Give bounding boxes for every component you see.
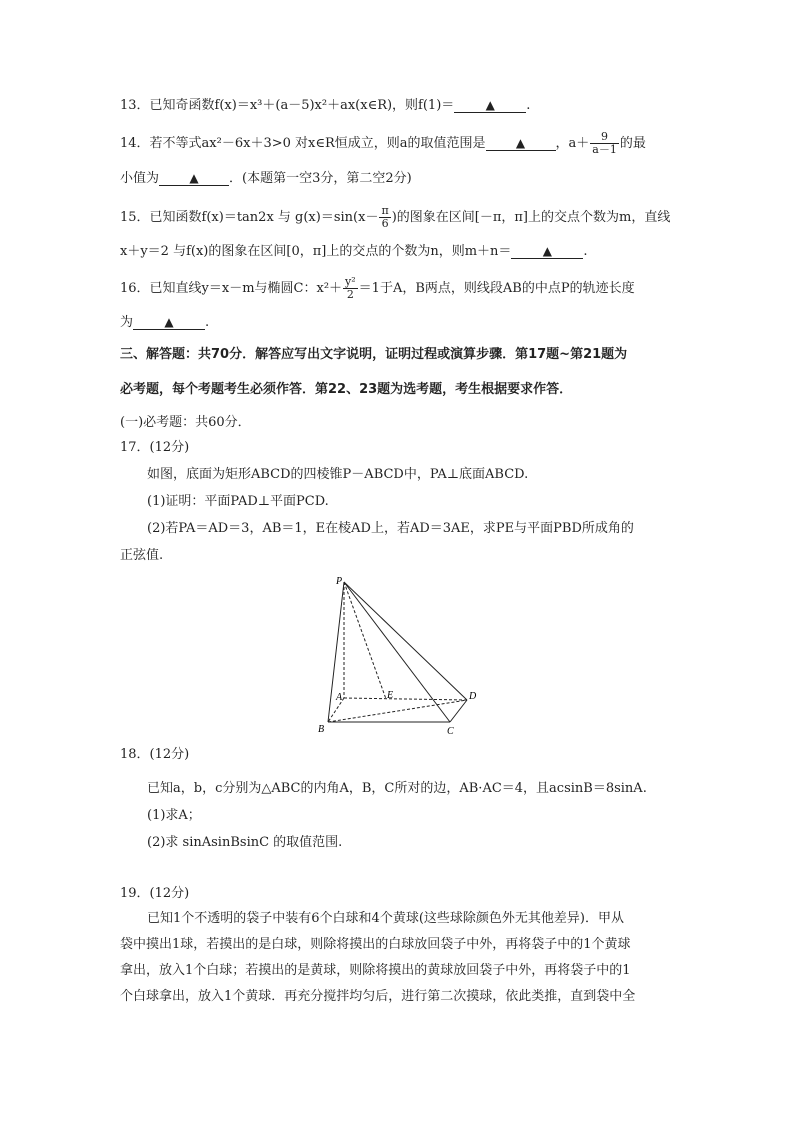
label-P: P xyxy=(336,576,343,587)
question-19-text-4: 个白球拿出，放入1个黄球．再充分搅拌均匀后，进行第二次摸球，依此类推，直到袋中全 xyxy=(120,989,636,1004)
edge-CD xyxy=(450,700,467,722)
edge-PE xyxy=(344,582,386,699)
section-3-heading-line2: 必考题，每个考题考生必须作答．第22、23题为选考题，考生根据要求作答． xyxy=(120,382,573,397)
question-18-part2: (2)求 sinAsinBsinC 的取值范围. xyxy=(147,835,343,850)
edge-BD xyxy=(328,700,467,722)
q14-answer-blank-2[interactable]: ▲ xyxy=(159,171,229,186)
q16-answer-blank[interactable]: ▲ xyxy=(133,315,205,330)
edge-PD xyxy=(344,582,467,700)
question-16-line2: 为 ▲ . xyxy=(120,315,210,330)
q14-fraction: $\frac{9}{a-1}$ xyxy=(592,130,617,156)
question-19-heading: 19．(12分) xyxy=(120,886,190,901)
question-13: 13．已知奇函数f(x)＝x³＋(a－5)x²＋ax(x∈R)，则f(1)＝ ▲ . xyxy=(120,98,531,113)
q13-text: 13．已知奇函数f(x)＝x³＋(a－5)x²＋ax(x∈R)，则f(1)＝ xyxy=(120,98,455,113)
label-C: C xyxy=(447,726,454,737)
q13-answer-blank[interactable]: ▲ xyxy=(454,98,526,113)
required-section-label: (一)必考题：共60分． xyxy=(120,415,251,430)
question-18-text: 已知a，b，c分别为△ABC的内角A，B，C所对的边，AB·AC＝4，且acsinB＝8sinA. xyxy=(147,781,647,796)
question-18-heading: 18．(12分) xyxy=(120,747,190,762)
label-B: B xyxy=(318,724,325,735)
q15-fraction: $\frac{\pi}{6}$ xyxy=(381,204,389,230)
label-A: A xyxy=(336,692,343,703)
question-17-part2-cont: 正弦值. xyxy=(120,548,164,563)
q16-fraction: $\frac{\text{y²}}{2}$ xyxy=(345,275,356,301)
question-17-part2: (2)若PA＝AD＝3，AB＝1，E在棱AD上，若AD＝3AE，求PE与平面PBD所成角的 xyxy=(147,521,634,536)
edge-AD xyxy=(344,698,467,700)
pyramid-figure xyxy=(310,572,490,738)
q16-text: 16．已知直线y＝x－m与椭圆C：x²＋ xyxy=(120,281,343,296)
section-3-heading: 三、解答题：共70分．解答应写出文字说明，证明过程或演算步骤．第17题~第21题为 xyxy=(120,347,628,362)
question-19-text: 已知1个不透明的袋子中装有6个白球和4个黄球(这些球除颜色外无其他差异)．甲从 xyxy=(147,911,624,926)
question-17-part1: (1)证明：平面PAD⊥平面PCD. xyxy=(147,494,329,509)
q14-text: 14．若不等式ax²－6x＋3>0 对x∈R恒成立，则a的取值范围是 xyxy=(120,136,486,151)
edge-PC xyxy=(344,582,450,722)
question-18-part1: (1)求A； xyxy=(147,808,201,823)
q15-answer-blank[interactable]: ▲ xyxy=(511,244,583,259)
question-17-text: 如图，底面为矩形ABCD的四棱锥P－ABCD中，PA⊥底面ABCD. xyxy=(147,467,529,482)
label-E: E xyxy=(387,690,394,701)
question-14-line2: 小值为 ▲ ．(本题第一空3分，第二空2分) xyxy=(120,171,412,186)
q15-text: 15．已知函数f(x)＝tan2x 与 g(x)＝sin(x－ xyxy=(120,210,379,225)
question-19-text-3: 拿出，放入1个白球；若摸出的是黄球，则除将摸出的黄球放回袋子中外，再将袋子中的1 xyxy=(120,963,631,978)
question-19-text-2: 袋中摸出1球，若摸出的是白球，则除将摸出的白球放回袋子中外，再将袋子中的1个黄球 xyxy=(120,937,631,952)
question-16: 16．已知直线y＝x－m与椭圆C：x²＋ $\frac{\text{y²}}{2}$ ＝1于A，B两点，则线段AB的中点P的轨迹长度 xyxy=(120,275,635,301)
label-D: D xyxy=(469,691,477,702)
q14-answer-blank-1[interactable]: ▲ xyxy=(486,136,556,151)
question-15: 15．已知函数f(x)＝tan2x 与 g(x)＝sin(x－ $\frac{\pi}{6}$ )的图象在区间[－π，π]上的交点个数为m，直线 xyxy=(120,204,671,230)
question-17-heading: 17．(12分) xyxy=(120,440,190,455)
question-15-line2: x＋y＝2 与f(x)的图象在区间[0，π]上的交点的个数为n，则m＋n＝ ▲ . xyxy=(120,244,588,259)
question-14: 14．若不等式ax²－6x＋3>0 对x∈R恒成立，则a的取值范围是 ▲ ，a＋ $\frac{9}{a-1}$ 的最 xyxy=(120,130,646,156)
